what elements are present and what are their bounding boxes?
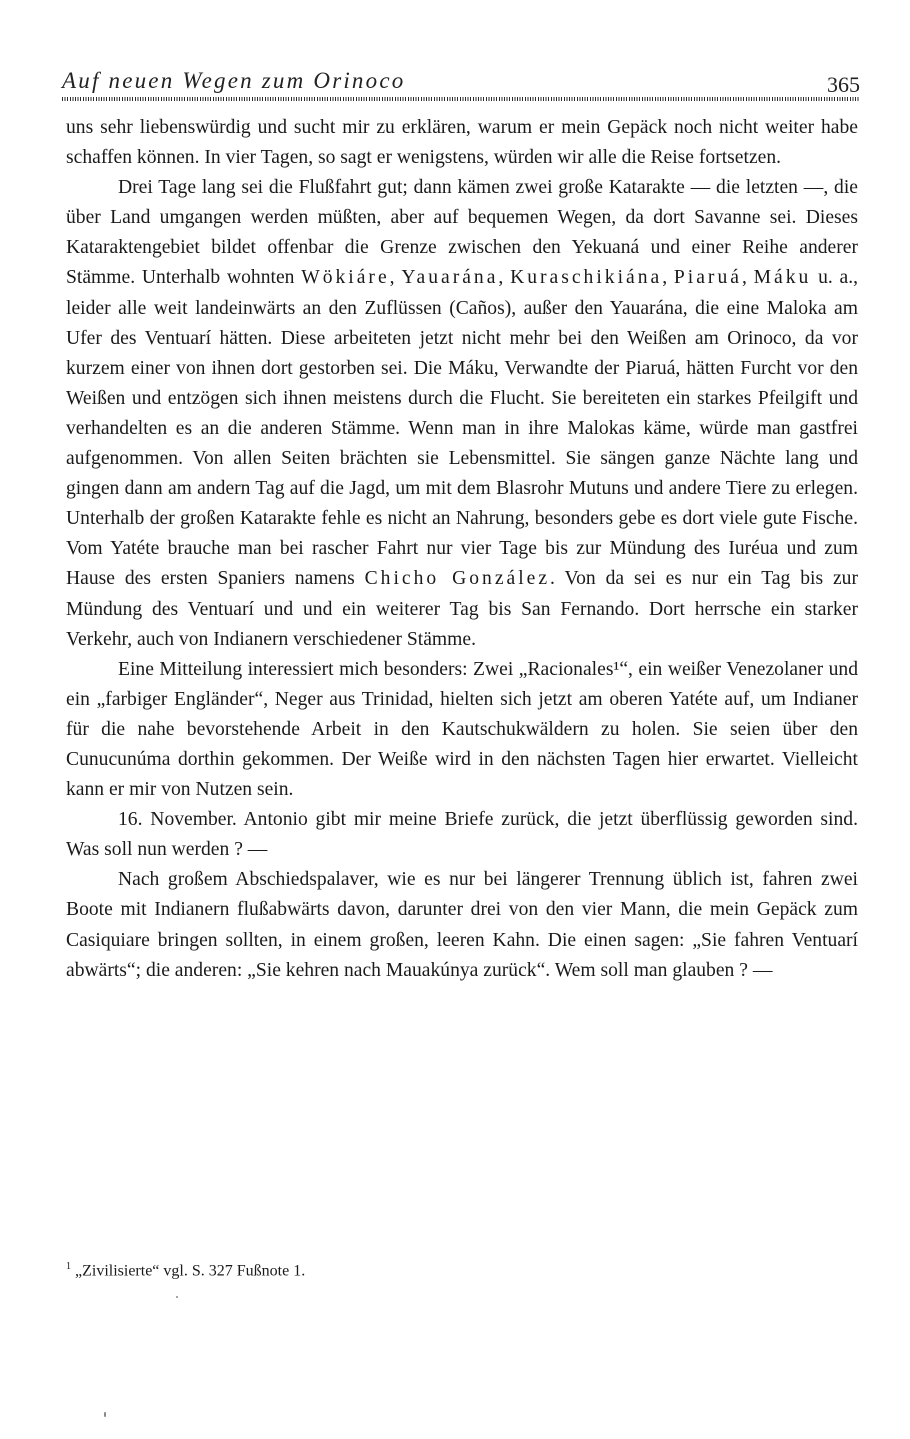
spaced-name: Wökiáre bbox=[301, 267, 390, 289]
spaced-name: Piaruá bbox=[673, 267, 742, 289]
spaced-name: Yauarána bbox=[401, 267, 499, 289]
running-header bbox=[62, 68, 860, 104]
text-segment: , bbox=[389, 267, 402, 289]
paragraph bbox=[66, 113, 858, 173]
footnote-text: „Zivilisierte“ vgl. S. 327 Fußnote 1. bbox=[75, 1262, 306, 1280]
text-segment: , bbox=[662, 267, 674, 289]
text-segment: uns sehr liebenswürdig und sucht mir zu erklären, warum er mein Gepäck noch nicht weiter habe schaffen können. In vier Tagen, so sagt er wenigstens, würden wir alle die Reise fortsetzen. bbox=[66, 117, 858, 169]
paragraph bbox=[66, 173, 858, 655]
text-segment: , bbox=[498, 267, 511, 289]
spaced-name: Chicho González bbox=[364, 568, 551, 590]
paper-speck bbox=[176, 1296, 178, 1298]
paragraph bbox=[66, 655, 858, 805]
text-segment: u. a., leider alle weit landeinwärts an den Zuflüssen (Caños), außer den Yauarána, die eine Maloka am Ufer des Ventuarí hätten. Diese arbeiteten jetzt nicht mehr bei den Weißen am Orinoco, da vor kurzem einer von ihnen dort gestorben sei. Die Máku, Verwandte der Piaruá, hätten Furcht vor den Weißen und entzögen sich ihnen meistens durch die Flucht. Sie bereiteten ein starkes Pfeilgift und verhandelten es an die anderen Stämme. Wenn man in ihre Malokas käme, würde man gastfrei aufgenommen. Von allen Seiten brächten sie Lebensmittel. Sie sängen ganze Nächte lang und gingen dann am andern Tag auf die Jagd, um mit dem Blasrohr Mutuns und andere Tiere zu erlegen. Unterhalb der großen Katarakte fehle es nicht an Nahrung, besonders gebe es dort viele gute Fische. Vom Yatéte brauche man bei rascher Fahrt nur vier Tage bis zur Mündung des Iuréua und zum Hause des ersten Spaniers namens bbox=[66, 267, 859, 590]
footnote-mark: 1 bbox=[66, 1261, 71, 1272]
text-segment: Nach großem Abschiedspalaver, wie es nur bei längerer Trennung üblich ist, fahren zwei Boote mit Indianern flußabwärts davon, darunter drei von den vier Mann, die mein Gepäck zum Casiquiare bringen sollten, in einem großen, leeren Kahn. Die einen sagen: „Sie fahren Ventuarí abwärts“; die anderen: „Sie kehren nach Mauakúnya zurück“. Wem soll man glauben ? — bbox=[66, 869, 858, 981]
spaced-name: Máku bbox=[753, 267, 812, 289]
footnote bbox=[66, 1256, 858, 1282]
spaced-name: Kuraschikiána bbox=[510, 267, 663, 289]
text-segment: 16. November. Antonio gibt mir meine Briefe zurück, die jetzt überflüssig geworden sind. Was soll nun werden ? — bbox=[66, 809, 858, 861]
paragraph bbox=[66, 865, 858, 985]
paragraph bbox=[66, 805, 858, 865]
text-segment: . Von da sei es nur ein Tag bis zur Mündung des Ventuarí und und ein weiterer Tag bis San Fernando. Dort herrsche ein starker Verkehr, auch von Indianern verschiedener Stämme. bbox=[66, 568, 858, 650]
paper-speck bbox=[104, 1412, 106, 1417]
body-text bbox=[66, 113, 858, 986]
text-segment: , bbox=[741, 267, 754, 289]
text-segment: Drei Tage lang sei die Flußfahrt gut; dann kämen zwei große Katarakte — die letzten —, die über Land umgangen werden müßten, aber auf bequemen Wegen, da dort Savanne sei. Dieses Kataraktengebiet bildet offenbar die Grenze zwischen den Yekuaná und einer Reihe anderer Stämme. Unterhalb wohnten bbox=[66, 177, 858, 289]
text-segment: Eine Mitteilung interessiert mich besonders: Zwei „Racionales¹“, ein weißer Venezolaner und ein „farbiger Engländer“, Neger aus Trinidad, hielten sich jetzt am oberen Yatéte auf, um Indianer für die nahe bevorstehende Arbeit in den Kautschukwäldern zu holen. Sie seien über den Cunucunúma dorthin gekommen. Der Weiße wird in den nächsten Tagen hier erwartet. Vielleicht kann er mir von Nutzen sein. bbox=[66, 658, 858, 801]
page-number: 365 bbox=[827, 72, 860, 97]
header-rule bbox=[62, 97, 860, 101]
running-title: Auf neuen Wegen zum Orinoco bbox=[62, 68, 406, 93]
